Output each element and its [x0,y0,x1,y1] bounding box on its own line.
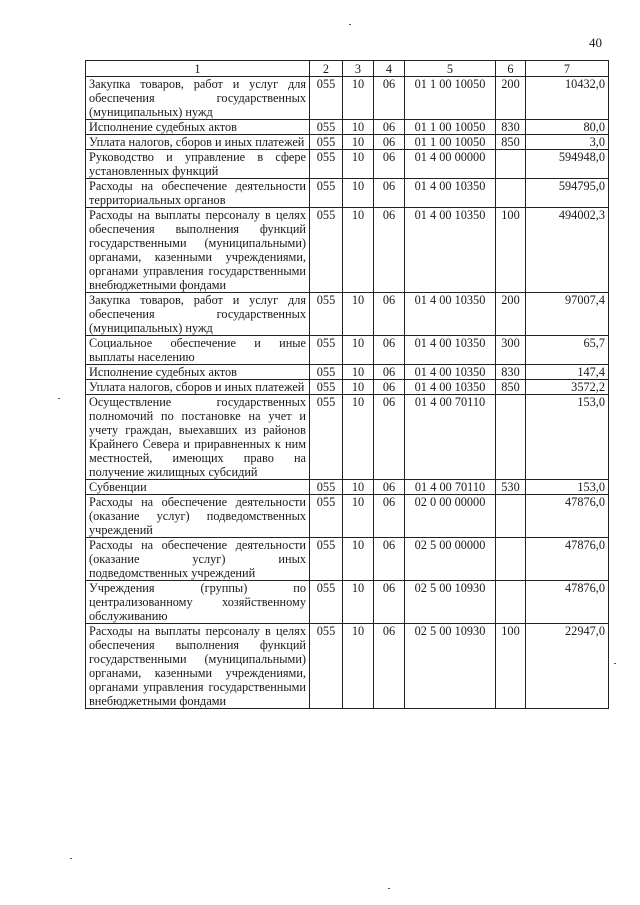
table-row [86,480,609,495]
header-col-1: 1 [86,61,310,77]
row-col-7: 494002,3 [526,208,609,293]
row-col-4: 06 [374,120,405,135]
row-col-2: 055 [310,208,343,293]
row-col-2: 055 [310,77,343,120]
row-col-5: 01 4 00 10350 [405,208,496,293]
row-name: Уплата налогов, сборов и иных платежей [86,380,310,395]
row-col-6: 100 [496,624,526,709]
table-row [86,395,609,480]
header-col-7: 7 [526,61,609,77]
row-name: Исполнение судебных актов [86,120,310,135]
row-col-2: 055 [310,495,343,538]
row-col-6: 200 [496,293,526,336]
row-col-5: 01 4 00 10350 [405,293,496,336]
scan-speck [349,24,351,25]
scan-speck [614,663,616,664]
row-col-4: 06 [374,179,405,208]
row-col-5: 02 5 00 10930 [405,624,496,709]
row-col-4: 06 [374,480,405,495]
row-col-2: 055 [310,293,343,336]
row-col-7: 147,4 [526,365,609,380]
row-col-5: 02 5 00 00000 [405,538,496,581]
table-header-row [86,61,609,77]
row-col-4: 06 [374,365,405,380]
page-number: 40 [589,35,602,50]
row-col-6: 200 [496,77,526,120]
row-col-5: 01 4 00 00000 [405,150,496,179]
row-name: Социальное обеспечение и иные выплаты населению [86,336,310,365]
row-col-7: 47876,0 [526,495,609,538]
row-col-4: 06 [374,538,405,581]
scan-speck [58,398,60,399]
row-col-3: 10 [343,336,374,365]
table-row [86,135,609,150]
table-row [86,293,609,336]
row-col-2: 055 [310,135,343,150]
row-col-4: 06 [374,624,405,709]
table-row [86,538,609,581]
row-col-3: 10 [343,480,374,495]
row-col-4: 06 [374,77,405,120]
row-col-6: 830 [496,365,526,380]
row-col-5: 01 1 00 10050 [405,77,496,120]
row-col-2: 055 [310,150,343,179]
row-col-2: 055 [310,365,343,380]
row-col-3: 10 [343,179,374,208]
row-col-2: 055 [310,395,343,480]
row-col-5: 01 4 00 10350 [405,179,496,208]
table-row [86,495,609,538]
row-col-4: 06 [374,150,405,179]
row-col-6 [496,495,526,538]
table-row [86,365,609,380]
row-col-4: 06 [374,581,405,624]
row-col-7: 97007,4 [526,293,609,336]
row-col-3: 10 [343,365,374,380]
row-col-6: 830 [496,120,526,135]
row-col-6: 100 [496,208,526,293]
row-col-5: 01 4 00 10350 [405,336,496,365]
row-name: Субвенции [86,480,310,495]
row-col-7: 80,0 [526,120,609,135]
row-col-4: 06 [374,336,405,365]
row-name: Расходы на обеспечение деятельности (оказание услуг) иных подведомственных учреждений [86,538,310,581]
header-col-3: 3 [343,61,374,77]
row-col-7: 153,0 [526,480,609,495]
row-name: Расходы на выплаты персоналу в целях обеспечения выполнения функций государственными (муниципальными) органами, казенными учреждениями, органами управления государственными внебюджетными фондами [86,624,310,709]
row-col-7: 153,0 [526,395,609,480]
row-col-5: 01 4 00 10350 [405,365,496,380]
header-col-6: 6 [496,61,526,77]
row-col-6 [496,179,526,208]
table-row [86,208,609,293]
row-col-6: 530 [496,480,526,495]
row-col-3: 10 [343,380,374,395]
row-col-3: 10 [343,538,374,581]
table-row [86,150,609,179]
header-col-4: 4 [374,61,405,77]
row-col-5: 01 1 00 10050 [405,120,496,135]
row-name: Расходы на обеспечение деятельности (оказание услуг) подведомственных учреждений [86,495,310,538]
row-col-3: 10 [343,581,374,624]
row-col-6 [496,538,526,581]
row-col-5: 02 5 00 10930 [405,581,496,624]
row-name: Закупка товаров, работ и услуг для обеспечения государственных (муниципальных) нужд [86,77,310,120]
row-col-3: 10 [343,624,374,709]
table-row [86,120,609,135]
row-col-3: 10 [343,208,374,293]
row-col-7: 47876,0 [526,538,609,581]
row-col-4: 06 [374,135,405,150]
row-col-3: 10 [343,77,374,120]
row-col-2: 055 [310,336,343,365]
table-row [86,77,609,120]
row-col-4: 06 [374,208,405,293]
row-name: Руководство и управление в сфере установленных функций [86,150,310,179]
row-col-2: 055 [310,380,343,395]
row-col-6: 300 [496,336,526,365]
row-col-3: 10 [343,150,374,179]
row-name: Закупка товаров, работ и услуг для обеспечения государственных (муниципальных) нужд [86,293,310,336]
budget-table [85,60,609,709]
scan-speck [388,888,390,889]
table-row [86,179,609,208]
row-col-6 [496,150,526,179]
row-col-6 [496,581,526,624]
row-col-7: 3572,2 [526,380,609,395]
row-name: Расходы на выплаты персоналу в целях обеспечения выполнения функций государственными (муниципальными) органами, казенными учреждениями, органами управления государственными внебюджетными фондами [86,208,310,293]
row-col-7: 594948,0 [526,150,609,179]
row-col-4: 06 [374,395,405,480]
row-col-5: 01 1 00 10050 [405,135,496,150]
row-name: Осуществление государственных полномочий по постановке на учет и учету граждан, выехавших из районов Крайнего Севера и приравненных к ним местностей, имеющих право на получение жилищных субсидий [86,395,310,480]
row-name: Учреждения (группы) по централизованному хозяйственному обслуживанию [86,581,310,624]
row-name: Расходы на обеспечение деятельности территориальных органов [86,179,310,208]
row-col-6: 850 [496,135,526,150]
row-col-7: 10432,0 [526,77,609,120]
row-col-2: 055 [310,581,343,624]
row-name: Уплата налогов, сборов и иных платежей [86,135,310,150]
table-body [86,77,609,709]
row-col-3: 10 [343,293,374,336]
row-col-3: 10 [343,395,374,480]
row-col-3: 10 [343,120,374,135]
row-col-7: 22947,0 [526,624,609,709]
table-row [86,581,609,624]
scan-speck [70,858,72,859]
row-col-2: 055 [310,120,343,135]
row-col-7: 594795,0 [526,179,609,208]
row-col-5: 01 4 00 10350 [405,380,496,395]
row-col-5: 02 0 00 00000 [405,495,496,538]
row-col-3: 10 [343,135,374,150]
row-col-7: 65,7 [526,336,609,365]
row-col-4: 06 [374,380,405,395]
row-col-2: 055 [310,480,343,495]
table-row [86,624,609,709]
row-col-2: 055 [310,179,343,208]
header-col-2: 2 [310,61,343,77]
header-col-5: 5 [405,61,496,77]
row-col-4: 06 [374,293,405,336]
row-col-2: 055 [310,624,343,709]
row-col-6 [496,395,526,480]
row-col-7: 47876,0 [526,581,609,624]
row-col-2: 055 [310,538,343,581]
row-name: Исполнение судебных актов [86,365,310,380]
table-row [86,336,609,365]
row-col-5: 01 4 00 70110 [405,395,496,480]
row-col-3: 10 [343,495,374,538]
table-row [86,380,609,395]
row-col-4: 06 [374,495,405,538]
row-col-5: 01 4 00 70110 [405,480,496,495]
row-col-7: 3,0 [526,135,609,150]
row-col-6: 850 [496,380,526,395]
